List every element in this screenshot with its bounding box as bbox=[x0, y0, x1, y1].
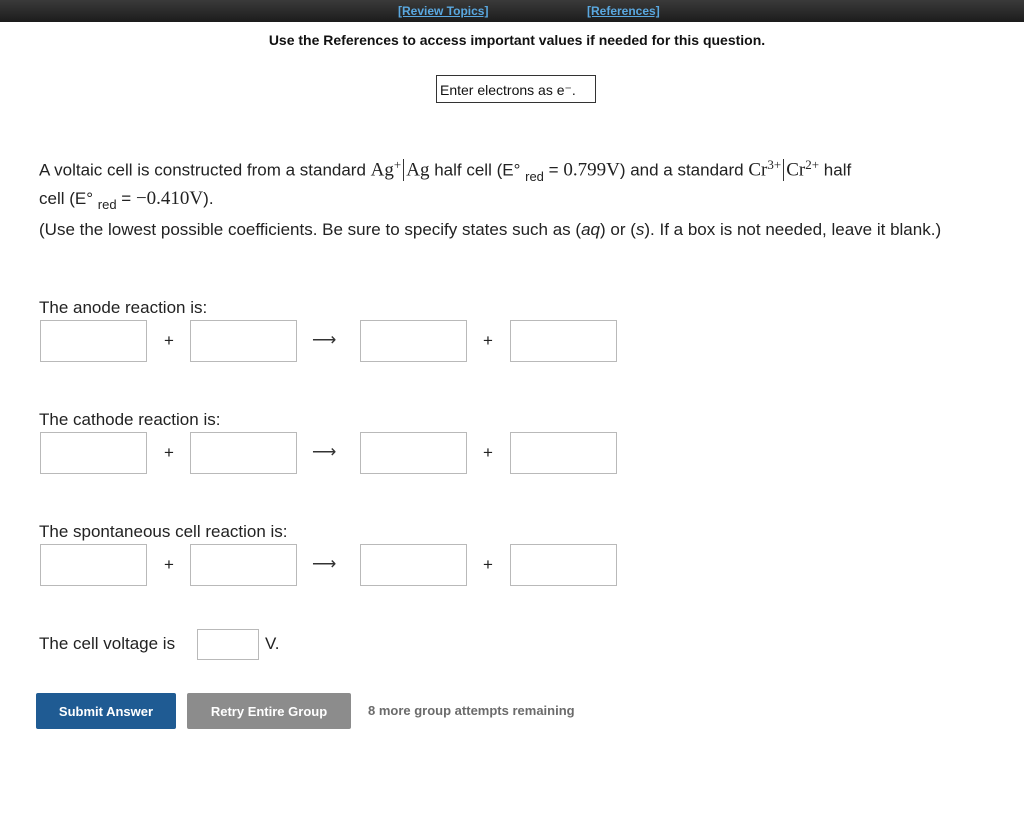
question-text: A voltaic cell is constructed from a standard Ag+ Ag half cell (E° $_{red}$ = 0.799V) and a standard $Cr^{3+}$ $Cr^{2+}$ half cell (E° $_{red}$ = −0.410V). bbox=[39, 157, 852, 212]
cell-product-2-input[interactable] bbox=[510, 544, 617, 586]
anode-reactant-2-input[interactable] bbox=[190, 320, 297, 362]
anode-product-1-input[interactable] bbox=[360, 320, 467, 362]
cell-voltage-input[interactable] bbox=[197, 629, 259, 660]
anode-reactant-1-input[interactable] bbox=[40, 320, 147, 362]
cell-reaction-label: The spontaneous cell reaction is: bbox=[39, 522, 288, 541]
submit-answer-button[interactable]: Submit Answer bbox=[36, 693, 176, 729]
reaction-arrow-icon: ⟶ bbox=[312, 330, 337, 349]
plus-sign: + bbox=[483, 443, 493, 462]
cathode-product-1-input[interactable] bbox=[360, 432, 467, 474]
cathode-reactant-2-input[interactable] bbox=[190, 432, 297, 474]
voltage-unit: V. bbox=[265, 634, 280, 653]
plus-sign: + bbox=[164, 555, 174, 574]
electron-hint-box: Enter electrons as e⁻. bbox=[436, 75, 596, 103]
cathode-label: The cathode reaction is: bbox=[39, 410, 221, 429]
reaction-arrow-icon: ⟶ bbox=[312, 442, 337, 461]
cathode-product-2-input[interactable] bbox=[510, 432, 617, 474]
cell-product-1-input[interactable] bbox=[360, 544, 467, 586]
anode-label: The anode reaction is: bbox=[39, 298, 208, 317]
anode-product-2-input[interactable] bbox=[510, 320, 617, 362]
review-topics-link[interactable]: [Review Topics] bbox=[398, 4, 489, 18]
cathode-reactant-1-input[interactable] bbox=[40, 432, 147, 474]
plus-sign: + bbox=[164, 331, 174, 350]
cell-voltage-label: The cell voltage is bbox=[39, 634, 176, 653]
attempts-remaining-text: 8 more group attempts remaining bbox=[368, 703, 575, 718]
instructions-text: Use the References to access important values if needed for this question. bbox=[268, 32, 766, 48]
retry-entire-group-button[interactable]: Retry Entire Group bbox=[187, 693, 351, 729]
references-link[interactable]: [References] bbox=[587, 4, 660, 18]
instructions-note: (Use the lowest possible coefficients. Be sure to specify states such as (aq) or (s). If a box is not needed, leave it blank.) bbox=[39, 220, 942, 239]
plus-sign: + bbox=[483, 555, 493, 574]
plus-sign: + bbox=[164, 443, 174, 462]
cell-reactant-1-input[interactable] bbox=[40, 544, 147, 586]
plus-sign: + bbox=[483, 331, 493, 350]
reaction-arrow-icon: ⟶ bbox=[312, 554, 337, 573]
cell-reactant-2-input[interactable] bbox=[190, 544, 297, 586]
top-bar bbox=[0, 0, 1024, 22]
